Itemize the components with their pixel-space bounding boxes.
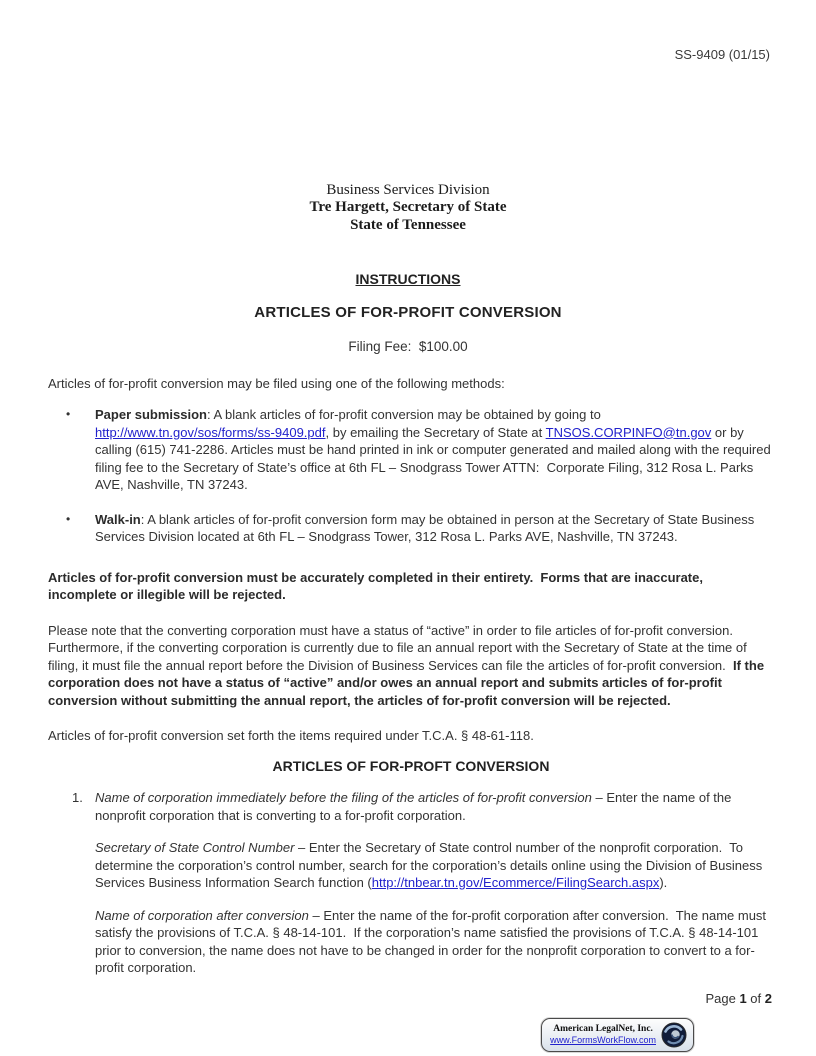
agency-header xyxy=(0,182,816,235)
intro-paragraph: Articles of for-profit conversion may be filed using one of the following methods: xyxy=(48,375,505,391)
page-number-label: Page xyxy=(705,990,740,1006)
paper-submission-text: or by calling (615) 741-2286. Articles must be hand printed in ink or computer generated and mailed along with the required filing fee to the Secretary of State’s office at 6th FL – Snodgrass Tower ATTN: Corporate Filing, 312 Rosa L. Parks AVE, Nashville, TN 37243. xyxy=(95,424,775,492)
agency-division: Business Services Division xyxy=(326,181,490,198)
bullet-icon: • xyxy=(66,407,71,421)
name-after-italic: Name of corporation after conversion xyxy=(95,907,309,923)
instructions-heading: INSTRUCTIONS xyxy=(355,271,461,287)
active-status-text: Please note that the converting corporation must have a status of “active” in order to file articles of for-profit conversion. Furthermore, if the converting corporation is currently due to file an annual report with the Secretary of State at the time of filing, it must file the annual report before the Division of Business Services can file the articles of for-profit conversion. xyxy=(48,622,751,673)
item1-name-after-paragraph xyxy=(95,907,774,977)
page-number-current: 1 xyxy=(739,990,747,1006)
item1-lead-text: – Enter the name of the nonprofit corporation that is converting to a for-profit corporation. xyxy=(95,790,735,823)
paper-submission-label: Paper submission xyxy=(95,407,207,422)
active-status-paragraph xyxy=(48,622,774,710)
item1-control-number-paragraph xyxy=(95,839,774,892)
agency-secretary: Tre Hargett, Secretary of State xyxy=(309,199,507,215)
page-number-total: 2 xyxy=(764,990,772,1006)
form-number: SS-9409 (01/15) xyxy=(674,47,770,62)
item-number: 1. xyxy=(72,790,83,805)
vendor-url-link[interactable]: www.FormsWorkFlow.com xyxy=(550,1035,656,1045)
instruction-item-1 xyxy=(48,789,774,977)
corpinfo-email-link[interactable]: TNSOS.CORPINFO@tn.gov xyxy=(545,424,712,440)
control-number-text: – Enter the Secretary of State control number of the nonprofit corporation. To determine the corporation’s control number, search for the corporation’s details online using the Division of Business Services Business Information Search function ( xyxy=(95,840,766,890)
filing-fee: Filing Fee: $100.00 xyxy=(348,339,468,354)
rejection-warning-text: If the corporation does not have a status of “active” and/or owes an annual report and submits articles of for-profit conversion without submitting the annual report, the articles of for-profit conversion will be rejected. xyxy=(48,657,768,708)
bullet-icon: • xyxy=(66,511,71,526)
control-number-text-end: ). xyxy=(659,875,668,890)
globe-icon xyxy=(661,1022,687,1048)
vendor-name: American LegalNet, Inc. xyxy=(553,1024,653,1034)
vendor-logo-row xyxy=(0,1018,816,1052)
bullet-walk-in xyxy=(48,511,774,546)
tca-reference-paragraph: Articles of for-profit conversion set forth the items required under T.C.A. § 48-61-118. xyxy=(48,728,534,743)
document-title: ARTICLES OF FOR-PROFIT CONVERSION xyxy=(254,303,562,321)
american-legalnet-badge xyxy=(541,1018,694,1052)
bullet-paper-submission xyxy=(48,406,774,494)
control-number-italic: Secretary of State Control Number xyxy=(95,840,295,855)
page-number xyxy=(0,990,816,1008)
filing-search-link[interactable]: http://tnbear.tn.gov/Ecommerce/FilingSearch.aspx xyxy=(371,875,660,890)
paper-submission-text: : A blank articles of for-profit conversion may be obtained by going to xyxy=(206,407,605,422)
item1-name-before-paragraph xyxy=(95,789,774,824)
page-number-of: of xyxy=(746,990,765,1006)
item1-lead-italic: Name of corporation immediately before the filing of the articles of for-profit conversion xyxy=(95,790,592,805)
paper-submission-text: , by emailing the Secretary of State at xyxy=(325,424,546,440)
agency-state: State of Tennessee xyxy=(350,216,466,233)
walk-in-text: : A blank articles of for-profit conversion form may be obtained in person at the Secretary of State Business Services Division located at 6th FL – Snodgrass Tower, 312 Rosa L. Parks AVE, Nashville, TN 37243. xyxy=(95,511,758,544)
form-pdf-link[interactable]: http://www.tn.gov/sos/forms/ss-9409.pdf xyxy=(95,424,326,440)
document-body xyxy=(0,375,816,977)
section-heading: ARTICLES OF FOR-PROFT CONVERSION xyxy=(272,757,550,774)
walk-in-label: Walk-in xyxy=(95,511,141,527)
accuracy-warning-paragraph: Articles of for-profit conversion must be accurately completed in their entirety. Forms that are inaccurate, incomplete or illegible will be rejected. xyxy=(48,569,707,602)
name-after-text: – Enter the name of the for-profit corporation after conversion. The name must satisfy the provisions of T.C.A. § 48-14-101. If the corporation’s name satisfied the provisions of T.C.A. § 48-14-101 prior to conversion, the name does not have to be changed in order for the nonprofit corporation to convert to a for-profit corporation. xyxy=(95,907,770,975)
